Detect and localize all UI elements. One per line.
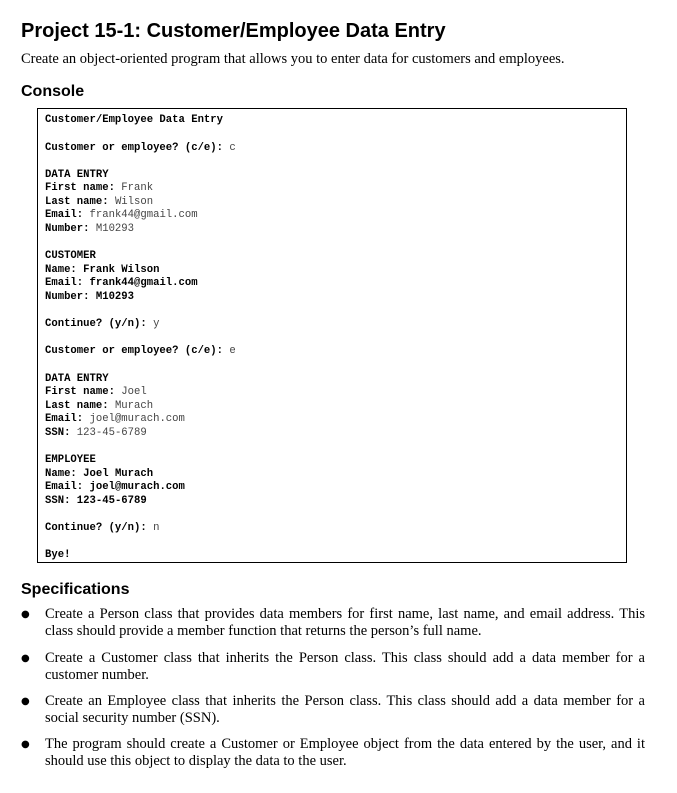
console-line: Bye! <box>45 549 71 561</box>
page-title: Project 15-1: Customer/Employee Data Entry <box>21 20 446 42</box>
console-line: Customer/Employee Data Entry <box>45 114 224 126</box>
bullet-icon: ● <box>21 696 30 707</box>
console-line: EMPLOYEE <box>45 454 96 466</box>
console-line: Continue? (y/n): y <box>45 318 160 330</box>
console-line: Number: M10293 <box>45 223 135 235</box>
bullet-icon: ● <box>21 653 30 664</box>
spec-item-text: Create a Customer class that inherits the Person class. This class should add a data member for a customer number. <box>45 650 645 683</box>
console-line: Last name: Wilson <box>45 196 154 208</box>
spec-item-text: The program should create a Customer or Employee object from the data entered by the user, and it should use this object to display the data to the user. <box>45 736 645 769</box>
console-line: CUSTOMER <box>45 250 96 262</box>
console-line: SSN: 123-45-6789 <box>45 427 147 439</box>
bullet-icon: ● <box>21 739 30 750</box>
console-line: Customer or employee? (c/e): e <box>45 345 236 357</box>
console-line: Name: Frank Wilson <box>45 264 160 276</box>
console-line: First name: Frank <box>45 182 154 194</box>
intro-paragraph: Create an object-oriented program that allows you to enter data for customers and employees. <box>21 51 565 67</box>
console-line: Email: frank44@gmail.com <box>45 209 198 221</box>
console-line: Email: joel@murach.com <box>45 413 185 425</box>
console-output-box <box>37 108 627 563</box>
console-line: Name: Joel Murach <box>45 468 154 480</box>
specifications-heading: Specifications <box>21 581 130 598</box>
spec-item-text: Create a Person class that provides data members for first name, last name, and email address. This class should provide a member function that returns the person’s full name. <box>45 606 645 639</box>
console-line: First name: Joel <box>45 386 147 398</box>
console-line: Email: frank44@gmail.com <box>45 277 198 289</box>
console-line: Continue? (y/n): n <box>45 522 160 534</box>
spec-item-text: Create an Employee class that inherits the Person class. This class should add a data member for a social security number (SSN). <box>45 693 645 726</box>
console-line: SSN: 123-45-6789 <box>45 495 147 507</box>
console-line: Email: joel@murach.com <box>45 481 185 493</box>
console-heading: Console <box>21 83 85 100</box>
console-line: DATA ENTRY <box>45 373 109 385</box>
console-line: Customer or employee? (c/e): c <box>45 142 236 154</box>
console-line: Number: M10293 <box>45 291 135 303</box>
console-line: Last name: Murach <box>45 400 154 412</box>
bullet-icon: ● <box>21 609 30 620</box>
console-line: DATA ENTRY <box>45 169 109 181</box>
